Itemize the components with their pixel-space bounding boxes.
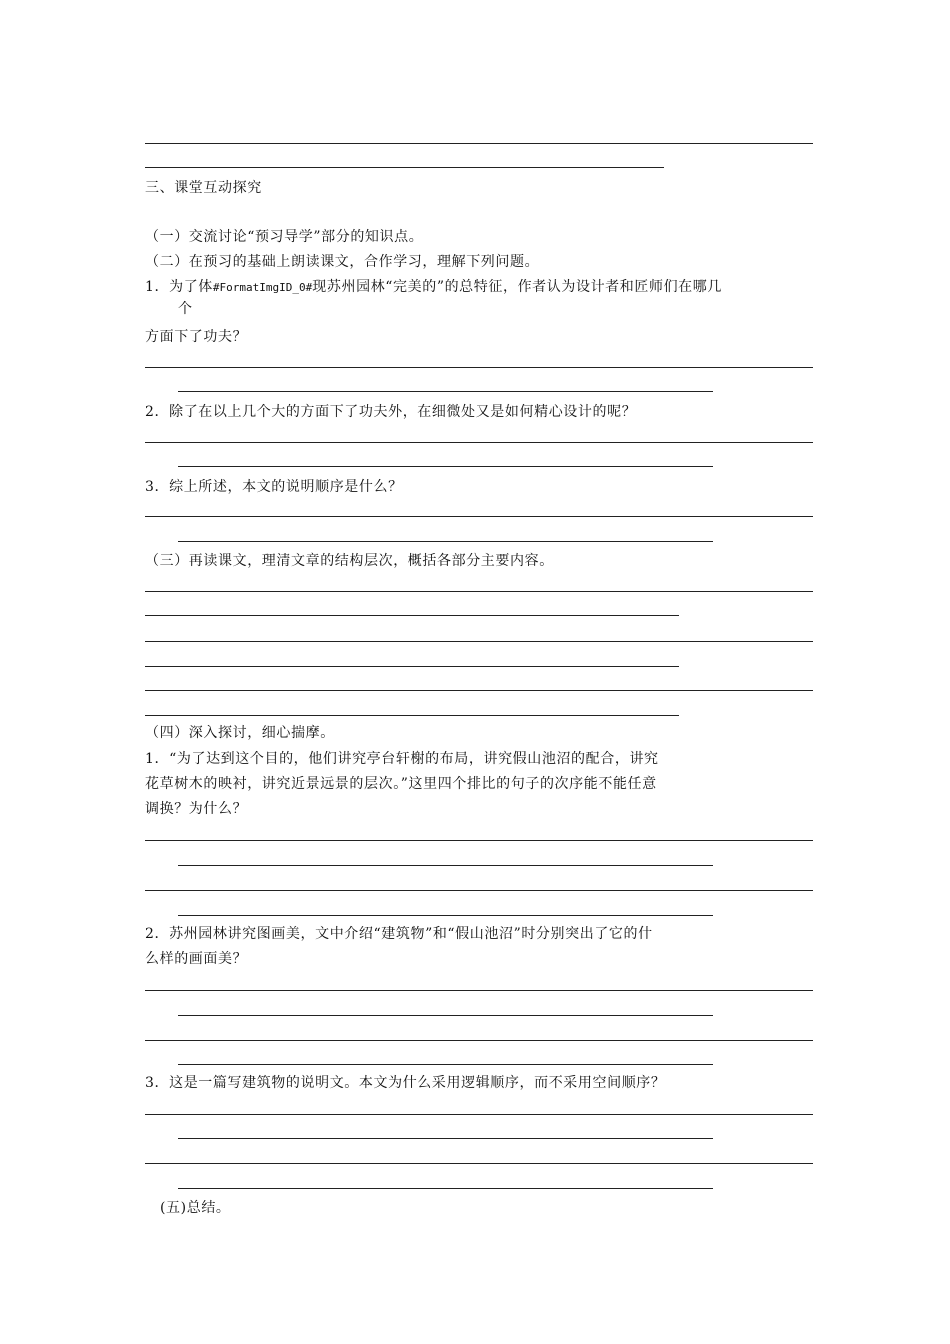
answer-line	[178, 1138, 713, 1139]
answer-line	[145, 167, 664, 168]
question-2: 2．除了在以上几个大的方面下了功夫外，在细微处又是如何精心设计的呢？	[145, 404, 637, 420]
question-text: 现苏州园林“完美的”的总特征，作者认为设计者和匠师们在哪几	[312, 279, 722, 295]
answer-line	[178, 865, 713, 866]
question-text: 花草树木的映衬，讲究近景远景的层次。”这里四个排比的句子的次序能不能任意	[145, 776, 657, 792]
answer-line	[145, 143, 813, 144]
question-1	[145, 278, 722, 297]
answer-line	[178, 1064, 713, 1065]
answer-line	[145, 990, 813, 991]
question-text: 方面下了功夫？	[145, 329, 248, 345]
answer-line	[145, 641, 813, 642]
question-text: 1．为了体	[145, 279, 213, 295]
answer-line	[145, 591, 813, 592]
question-text-wrap: 个	[178, 301, 193, 317]
answer-line	[145, 666, 679, 667]
answer-line	[178, 466, 713, 467]
answer-line	[145, 690, 813, 691]
part-heading: （一）交流讨论“预习导学”部分的知识点。	[145, 229, 424, 245]
answer-line	[145, 367, 813, 368]
answer-line	[145, 715, 679, 716]
answer-line	[178, 1015, 713, 1016]
question-text: 2．苏州园林讲究图画美，文中介绍“建筑物”和“假山池沼”时分别突出了它的什	[145, 926, 653, 942]
question-text: 调换？为什么？	[145, 801, 248, 817]
image-placeholder-tag: #FormatImgID_0#	[212, 281, 313, 294]
answer-line	[145, 442, 813, 443]
answer-line	[145, 615, 679, 616]
question-text: 1．“为了达到这个目的，他们讲究亭台轩榭的布局，讲究假山池沼的配合，讲究	[145, 751, 659, 767]
answer-line	[145, 1163, 813, 1164]
answer-line	[145, 840, 813, 841]
answer-line	[145, 1040, 813, 1041]
answer-line	[145, 516, 813, 517]
answer-line	[178, 1188, 713, 1189]
part-heading: （二）在预习的基础上朗读课文，合作学习，理解下列问题。	[145, 254, 540, 270]
answer-line	[178, 391, 713, 392]
answer-line	[178, 541, 713, 542]
question-3: 3．综上所述，本文的说明顺序是什么？	[145, 479, 403, 495]
question-text: 3．这是一篇写建筑物的说明文。本文为什么采用逻辑顺序，而不采用空间顺序？	[145, 1075, 666, 1091]
answer-line	[145, 890, 813, 891]
question-text: 么样的画面美？	[145, 951, 248, 967]
section-title: 三、课堂互动探究	[145, 180, 262, 196]
part-heading: （四）深入探讨，细心揣摩。	[145, 725, 335, 741]
answer-line	[145, 1114, 813, 1115]
answer-line	[178, 915, 713, 916]
part-heading: (五)总结。	[160, 1200, 231, 1216]
part-heading: （三）再读课文，理清文章的结构层次，概括各部分主要内容。	[145, 553, 554, 569]
